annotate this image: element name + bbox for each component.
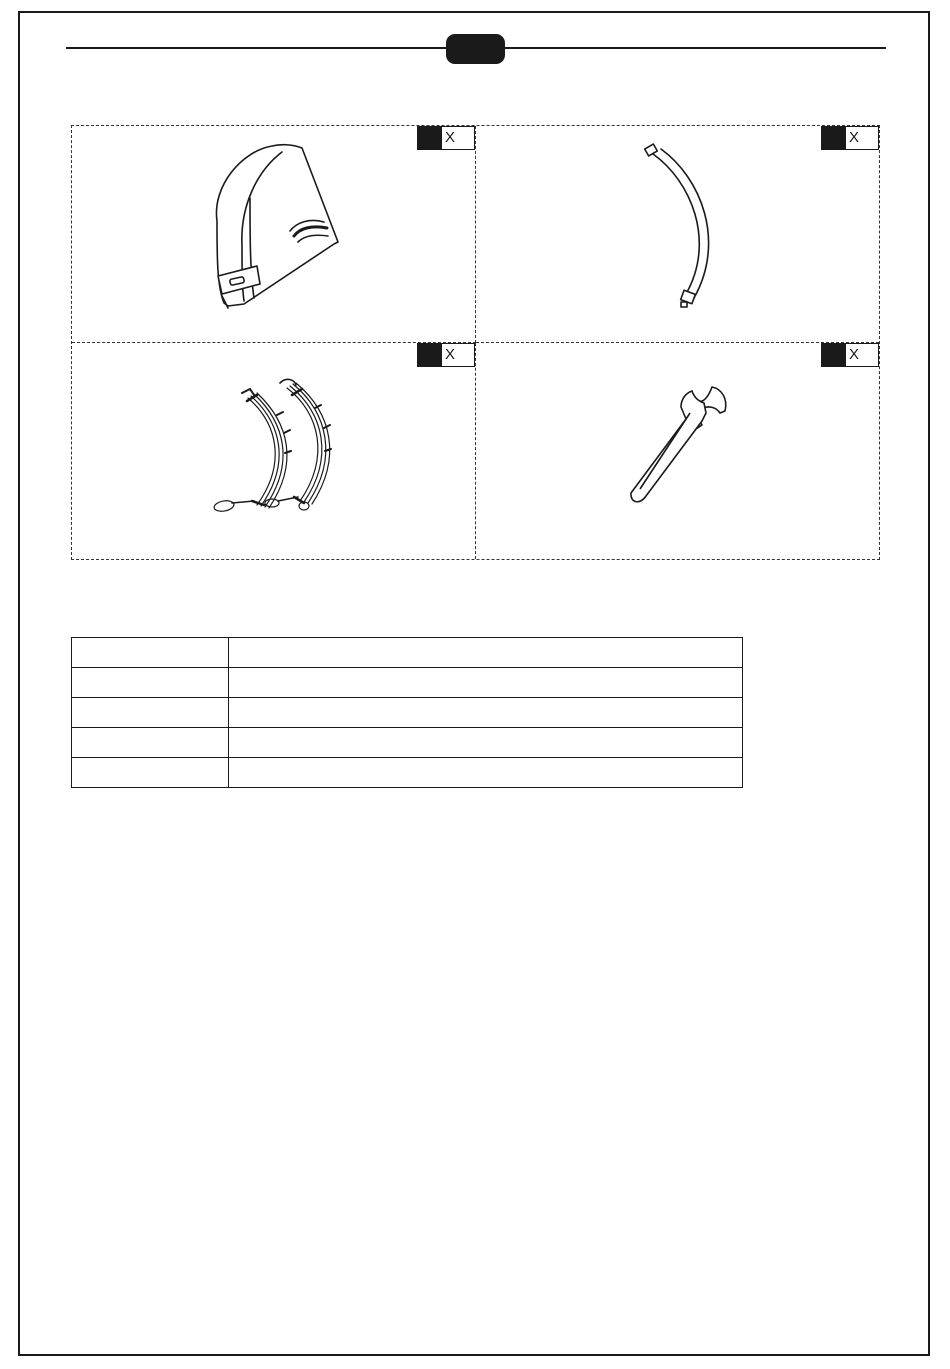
cover-panel-illustration	[72, 126, 476, 343]
table-cell	[72, 698, 229, 728]
part-cell-curved-tube	[476, 126, 879, 343]
quantity-badge	[417, 126, 475, 150]
part-cell-cover-panel	[72, 126, 476, 343]
quantity-badge	[821, 126, 879, 150]
table-cell	[229, 638, 743, 668]
table-cell	[229, 728, 743, 758]
quantity-marker	[418, 127, 442, 149]
table-cell	[72, 758, 229, 788]
table-row	[72, 758, 743, 788]
table-cell	[72, 668, 229, 698]
wrench-icon	[476, 343, 879, 559]
table-row	[72, 638, 743, 668]
quantity-multiplier: X	[849, 346, 860, 363]
table-cell	[72, 728, 229, 758]
quantity-badge	[417, 343, 475, 367]
quantity-multiplier: X	[445, 346, 456, 363]
part-cell-wrench	[476, 343, 879, 559]
parts-grid	[71, 125, 880, 560]
quantity-badge	[821, 343, 879, 367]
quantity-marker	[418, 344, 442, 366]
table-row	[72, 698, 743, 728]
quantity-multiplier: X	[445, 129, 456, 146]
table-row	[72, 668, 743, 698]
table-cell	[229, 758, 743, 788]
elastic-cords-illustration	[72, 343, 476, 559]
quantity-marker	[822, 127, 846, 149]
parts-list-table	[71, 637, 743, 788]
table-cell	[229, 698, 743, 728]
quantity-multiplier: X	[849, 129, 860, 146]
table-row	[72, 728, 743, 758]
table-cell	[72, 638, 229, 668]
part-cell-elastic-cords	[72, 343, 476, 559]
page-number-badge	[446, 34, 505, 64]
curved-tube-illustration	[476, 126, 879, 343]
table-cell	[229, 668, 743, 698]
quantity-marker	[822, 344, 846, 366]
